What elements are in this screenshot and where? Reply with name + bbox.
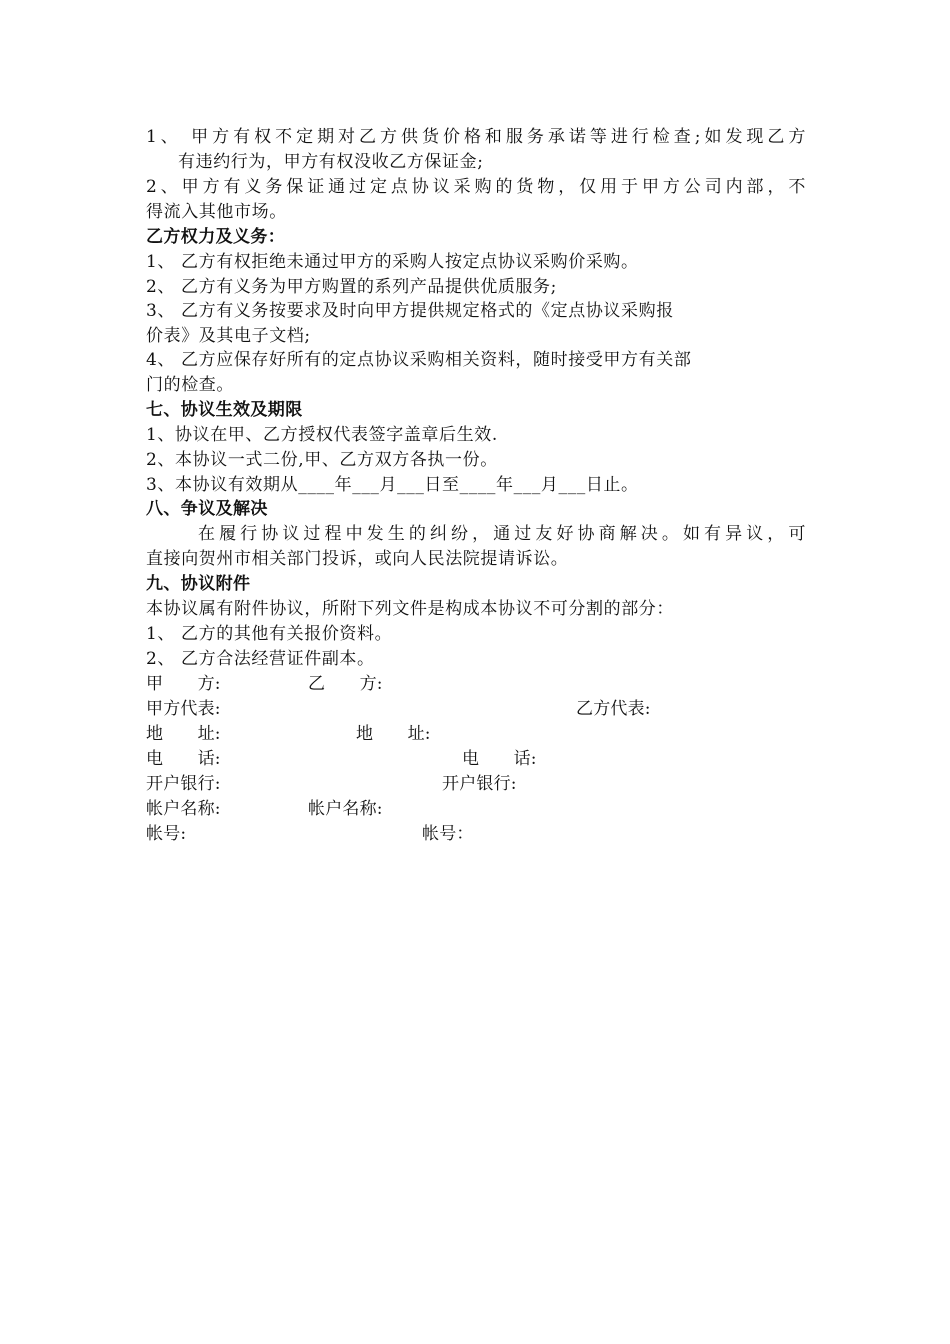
section-9-intro: 本协议属有附件协议，所附下列文件是构成本协议不可分割的部分： — [146, 599, 674, 619]
party-b-item-3-line-2: 价表》及其电子文档; — [146, 326, 311, 346]
party-b-account-name-label: 帐户名称: — [308, 799, 383, 819]
party-b-heading: 乙方权力及义务： — [146, 227, 286, 247]
party-b-item-4-line-2: 门的检查。 — [146, 375, 234, 395]
party-a-address-label: 地 址: — [146, 724, 221, 744]
party-a-bank-label: 开户银行: — [146, 774, 221, 794]
section-9-heading: 九、协议附件 — [146, 574, 251, 594]
section-7-item-3: 3、本协议有效期从____年___月___日至____年___月___日止。 — [146, 475, 639, 495]
section-9-item-1: 1、 乙方的其他有关报价资料。 — [146, 624, 393, 644]
party-a-account-name-label: 帐户名称: — [146, 799, 221, 819]
party-a-account-number-label: 帐号: — [146, 824, 187, 844]
party-a-representative-label: 甲方代表: — [146, 699, 221, 719]
party-b-account-number-label: 帐号： — [422, 824, 474, 844]
party-b-address-label: 地 址: — [356, 724, 431, 744]
party-a-label: 甲 方: — [146, 674, 221, 694]
party-b-item-2: 2、 乙方有义务为甲方购置的系列产品提供优质服务; — [146, 277, 557, 297]
section-8-heading: 八、争议及解决 — [146, 499, 268, 519]
party-b-item-4-line-1: 4、 乙方应保存好所有的定点协议采购相关资料，随时接受甲方有关部 — [146, 350, 692, 370]
section-7-item-1: 1、协议在甲、乙方授权代表签字盖章后生效. — [146, 425, 498, 445]
section-8-paragraph-line-1: 在履行协议过程中发生的纠纷，通过友好协商解决。如有异议，可 — [198, 524, 806, 544]
party-a-item-2-line-2: 得流入其他市场。 — [146, 202, 287, 222]
party-a-phone-label: 电 话: — [146, 749, 221, 769]
party-b-label: 乙 方: — [308, 674, 383, 694]
party-a-item-2-line-1: 2、甲方有义务保证通过定点协议采购的货物，仅用于甲方公司内部，不 — [146, 177, 806, 197]
section-9-item-2: 2、 乙方合法经营证件副本。 — [146, 649, 375, 669]
party-b-representative-label: 乙方代表: — [576, 699, 651, 719]
party-b-item-3-line-1: 3、 乙方有义务按要求及时向甲方提供规定格式的《定点协议采购报 — [146, 301, 674, 321]
section-8-paragraph-line-2: 直接向贺州市相关部门投诉，或向人民法院提请诉讼。 — [146, 549, 569, 569]
section-7-item-2: 2、本协议一式二份,甲、乙方双方各执一份。 — [146, 450, 498, 470]
party-b-bank-label: 开户银行: — [442, 774, 517, 794]
party-a-item-1-line-1: 1、 甲方有权不定期对乙方供货价格和服务承诺等进行检查;如发现乙方 — [146, 127, 806, 147]
party-a-item-1-line-2: 有违约行为，甲方有权没收乙方保证金; — [178, 152, 484, 172]
party-b-phone-label: 电 话: — [462, 749, 537, 769]
party-b-item-1: 1、 乙方有权拒绝未通过甲方的采购人按定点协议采购价采购。 — [146, 252, 639, 272]
section-7-heading: 七、协议生效及期限 — [146, 400, 303, 420]
